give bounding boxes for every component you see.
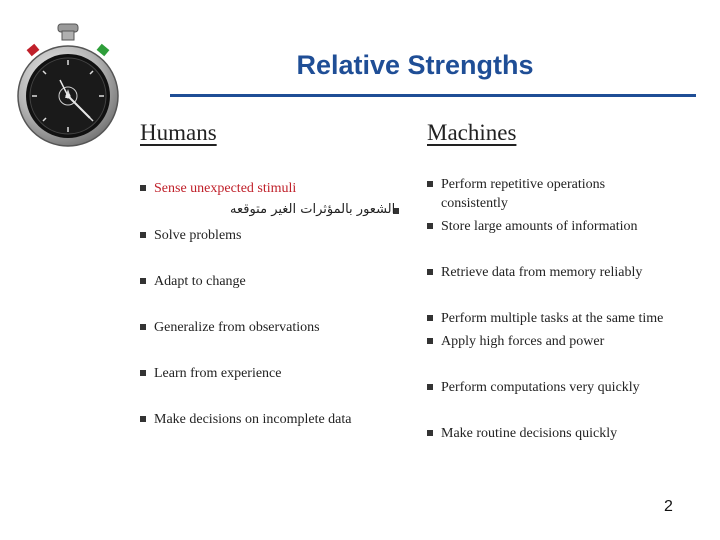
machines-item-retrieve: Retrieve data from memory reliably [427, 263, 642, 282]
bullet-icon [140, 370, 146, 376]
humans-item-adapt: Adapt to change [140, 272, 246, 291]
humans-heading: Humans [140, 120, 217, 145]
humans-item-generalize: Generalize from observations [140, 318, 320, 337]
bullet-icon [427, 181, 433, 187]
bullet-icon [427, 269, 433, 275]
bullet-icon [427, 315, 433, 321]
bullet-icon [140, 232, 146, 238]
machines-item-repetitive-cont: consistently [441, 196, 508, 211]
machines-item-routine: Make routine decisions quickly [427, 424, 617, 443]
machines-item-store: Store large amounts of information [427, 217, 637, 236]
bullet-icon [427, 223, 433, 229]
machines-item-force: Apply high forces and power [427, 332, 604, 351]
bullet-icon [427, 338, 433, 344]
bullet-icon [427, 430, 433, 436]
bullet-icon [140, 416, 146, 422]
humans-item-sense: Sense unexpected stimuli [140, 179, 296, 198]
humans-item-decide: Make decisions on incomplete data [140, 410, 352, 429]
humans-item-learn: Learn from experience [140, 364, 281, 383]
machines-item-repetitive: Perform repetitive operations [427, 175, 605, 194]
slide-title: Relative Strengths [296, 50, 534, 80]
bullet-icon [140, 278, 146, 284]
humans-item-solve: Solve problems [140, 226, 242, 245]
machines-heading: Machines [427, 120, 517, 145]
bullet-icon [427, 384, 433, 390]
title-underline [170, 94, 696, 97]
stopwatch-icon [14, 22, 122, 154]
machines-item-multitask: Perform multiple tasks at the same time [427, 309, 663, 328]
machines-item-compute: Perform computations very quickly [427, 378, 640, 397]
page-number: 2 [664, 498, 673, 515]
bullet-icon [140, 185, 146, 191]
bullet-icon [140, 324, 146, 330]
humans-arabic-note: الشعور بالمؤثرات الغير متوقعه [230, 202, 396, 217]
